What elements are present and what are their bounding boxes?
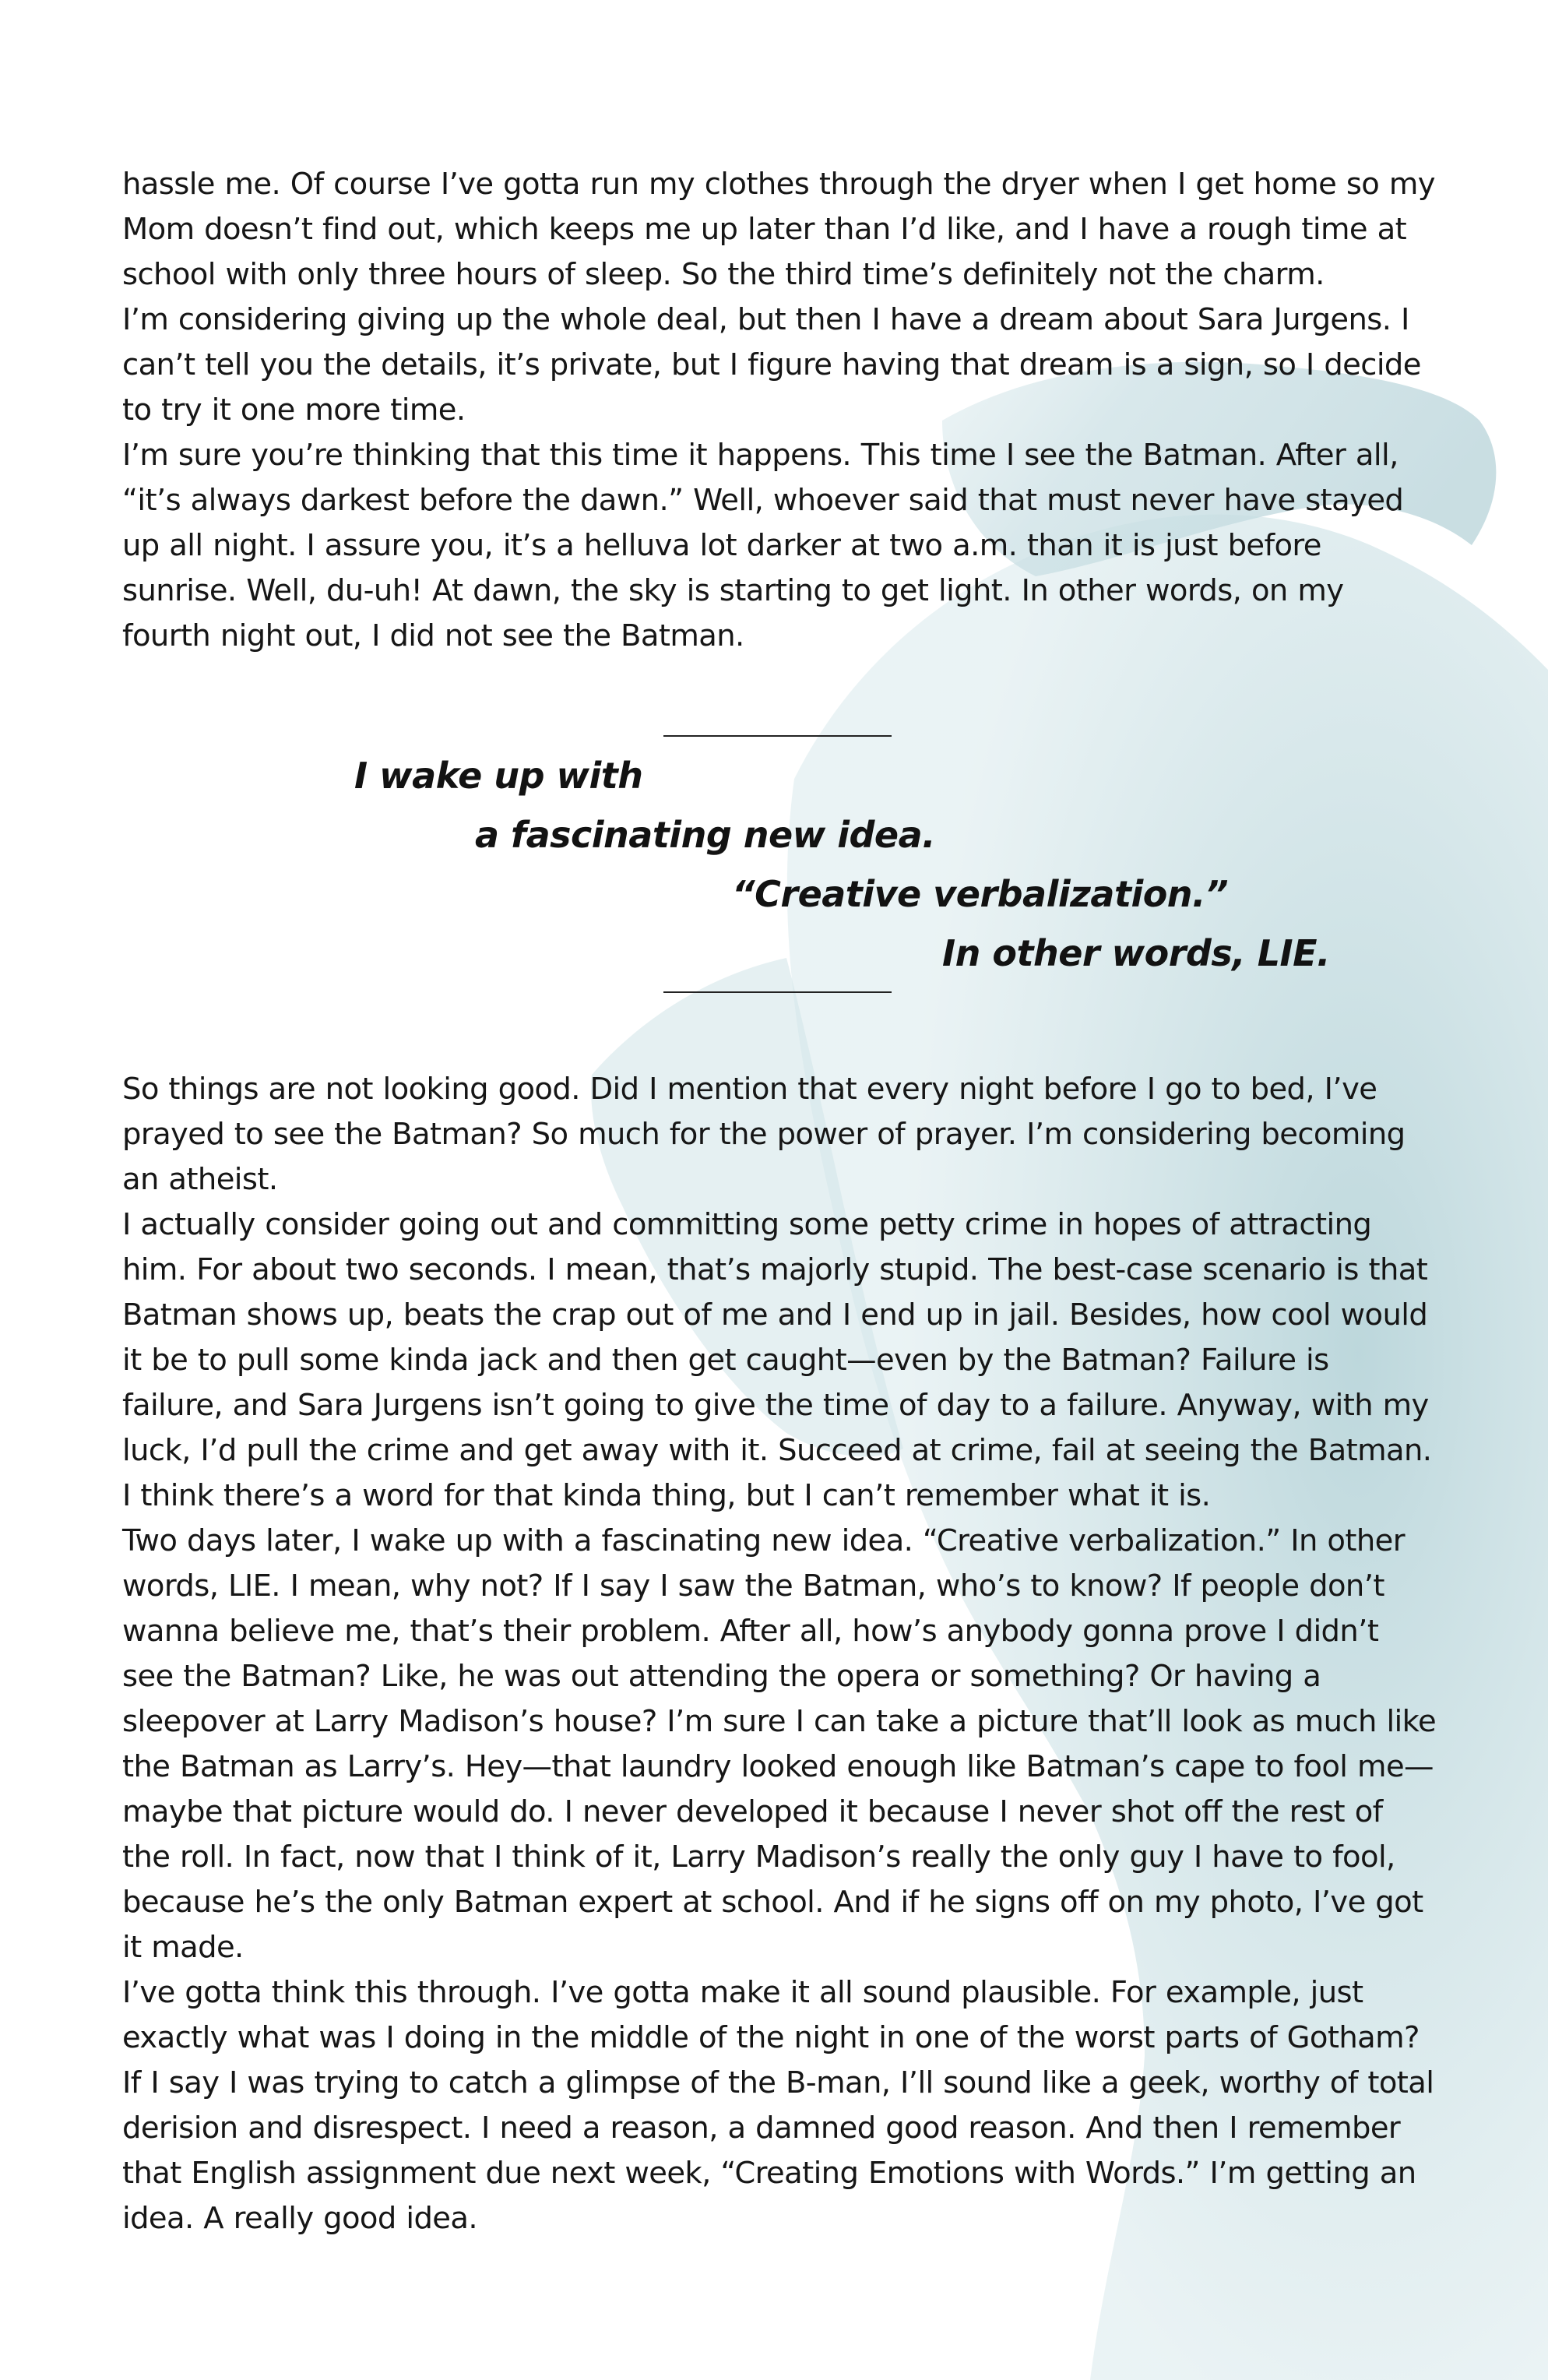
paragraph: So things are not looking good. Did I mention that every night before I go to bed, I’ve prayed to see the Batman? So much for the power of prayer. I’m considering becoming an atheist. <box>122 1072 1406 1197</box>
paragraph: I’m sure you’re thinking that this time it happens. This time I see the Batman. After all, “it’s always darkest before the dawn.” Well, whoever said that must never have stayed up all night. I assure you, it’s a helluva lot darker at two a.m. than it is just before sunrise. Well, du-uh! At dawn, the sky is starting to get light. In other words, on my fourth night out, I did not see the Batman. <box>122 438 1404 653</box>
body-text-top <box>122 162 1438 659</box>
paragraph: Two days later, I wake up with a fascinating new idea. “Creative verbalization.” In other words, LIE. I mean, why not? If I say I saw the Batman, who’s to know? If people don’t wanna believe me, that’s their problem. After all, how’s anybody gonna prove I didn’t see the Batman? Like, he was out attending the opera or something? Or having a sleepover at Larry Madison’s house? I’m sure I can take a picture that’ll look as much like the Batman as Larry’s. Hey—that laundry looked enough like Batman’s cape to fool me—maybe that picture would do. I never developed it because I never shot off the rest of the roll. In fact, now that I think of it, Larry Madison’s really the only guy I have to fool, because he’s the only Batman expert at school. And if he signs off on my photo, I’ve got it made. <box>122 1523 1437 1965</box>
pull-quote-line-4: In other words, LIE. <box>942 932 1331 974</box>
pull-quote-line-3: “Creative verbalization.” <box>732 873 1229 915</box>
paragraph: hassle me. Of course I’ve gotta run my clothes through the dryer when I get home so my Mom doesn’t find out, which keeps me up later than I’d like, and I have a rough time at school with only three hours of sleep. So the third time’s definitely not the charm. <box>122 167 1435 292</box>
pull-quote-top-rule <box>663 735 892 737</box>
paragraph: I’m considering giving up the whole deal, but then I have a dream about Sara Jurgens. I can’t tell you the details, it’s private, but I figure having that dream is a sign, so I decide to try it one more time. <box>122 302 1421 428</box>
pull-quote-line-1: I wake up with <box>354 755 643 797</box>
paragraph: I’ve gotta think this through. I’ve gotta make it all sound plausible. For example, just exactly what was I doing in the middle of the night in one of the worst parts of Gotham? If I say I was trying to catch a glimpse of the B-man, I’ll sound like a geek, worthy of total derision and disrespect. I need a reason, a damned good reason. And then I remember that English assignment due next week, “Creating Emotions with Words.” I’m getting an idea. A really good idea. <box>122 1975 1434 2236</box>
pull-quote-bottom-rule <box>663 991 892 993</box>
pull-quote-line-2: a fascinating new idea. <box>475 814 936 856</box>
body-text-bottom <box>122 1067 1438 2241</box>
paragraph: I actually consider going out and committing some petty crime in hopes of attracting him. For about two seconds. I mean, that’s majorly stupid. The best-case scenario is that Batman shows up, beats the crap out of me and I end up in jail. Besides, how cool would it be to pull some kinda jack and then get caught—even by the Batman? Failure is failure, and Sara Jurgens isn’t going to give the time of day to a failure. Anyway, with my luck, I’d pull the crime and get away with it. Succeed at crime, fail at seeing the Batman. I think there’s a word for that kinda thing, but I can’t remember what it is. <box>122 1207 1432 1513</box>
